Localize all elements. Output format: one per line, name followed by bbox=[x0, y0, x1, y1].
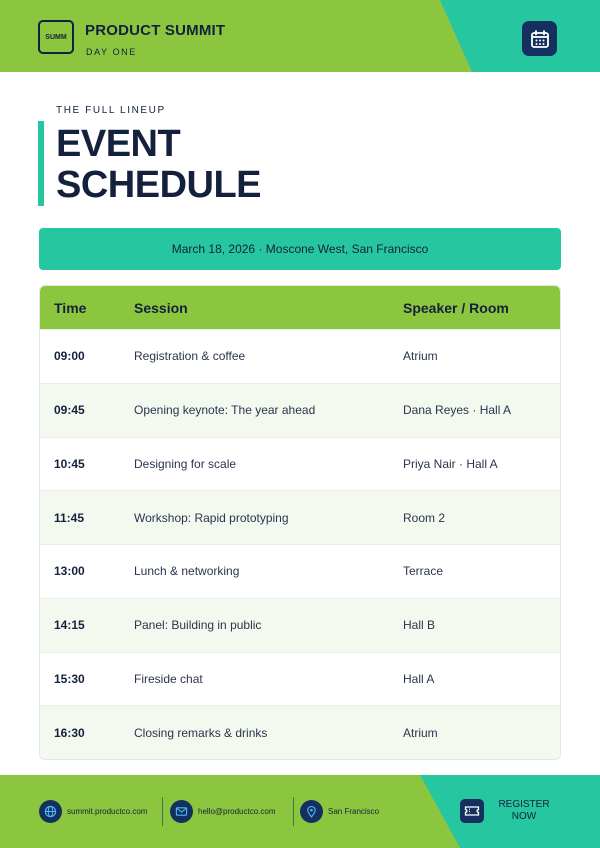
header-time: Time bbox=[54, 299, 87, 316]
location-pin-icon bbox=[300, 800, 323, 823]
header-speaker: Speaker / Room bbox=[403, 299, 509, 316]
register-line2: NOW bbox=[511, 811, 537, 822]
register-now-button[interactable] bbox=[492, 799, 556, 823]
footer-divider bbox=[293, 797, 294, 826]
row-session: Opening keynote: The year ahead bbox=[134, 403, 316, 418]
table-row bbox=[40, 544, 560, 598]
logo bbox=[38, 20, 74, 54]
row-speaker: Dana Reyes · Hall A bbox=[403, 403, 512, 418]
table-row bbox=[40, 705, 560, 759]
schedule-table bbox=[39, 285, 561, 760]
row-session: Lunch & networking bbox=[134, 564, 240, 579]
row-speaker: Atrium bbox=[403, 725, 438, 740]
row-speaker: Atrium bbox=[403, 349, 438, 364]
row-session: Panel: Building in public bbox=[134, 618, 262, 633]
eyebrow-label: THE FULL LINEUP bbox=[56, 105, 166, 116]
table-row bbox=[40, 598, 560, 652]
row-time: 09:45 bbox=[54, 403, 85, 418]
table-row bbox=[40, 329, 560, 383]
table-row bbox=[40, 437, 560, 491]
page-title-line2: SCHEDULE bbox=[56, 164, 262, 206]
calendar-button[interactable] bbox=[522, 21, 557, 56]
header-session: Session bbox=[134, 299, 188, 316]
header-band bbox=[0, 0, 600, 72]
row-time: 14:15 bbox=[54, 618, 85, 633]
date-location-banner: March 18, 2026 · Moscone West, San Francisco bbox=[39, 228, 561, 270]
brand-title: PRODUCT SUMMIT bbox=[85, 22, 226, 39]
page-title-line1: EVENT bbox=[56, 123, 181, 165]
row-speaker: Hall B bbox=[403, 618, 436, 633]
register-line1: REGISTER bbox=[498, 799, 550, 810]
footer-website[interactable] bbox=[39, 800, 147, 823]
footer-divider bbox=[162, 797, 163, 826]
row-session: Registration & coffee bbox=[134, 349, 246, 364]
header-accent-shape bbox=[400, 0, 600, 72]
row-session: Workshop: Rapid prototyping bbox=[134, 510, 289, 525]
footer-email[interactable] bbox=[170, 800, 276, 823]
globe-icon bbox=[39, 800, 62, 823]
row-session: Designing for scale bbox=[134, 456, 237, 471]
table-row bbox=[40, 383, 560, 437]
table-header bbox=[40, 286, 560, 329]
table-row bbox=[40, 490, 560, 544]
table-row bbox=[40, 652, 560, 706]
row-time: 13:00 bbox=[54, 564, 85, 579]
row-speaker: Terrace bbox=[403, 564, 444, 579]
mail-icon bbox=[170, 800, 193, 823]
row-time: 16:30 bbox=[54, 725, 85, 740]
row-time: 11:45 bbox=[54, 510, 85, 525]
title-accent-bar bbox=[38, 121, 44, 206]
row-speaker: Priya Nair · Hall A bbox=[403, 456, 498, 471]
footer-email-text: hello@productco.com bbox=[198, 807, 276, 816]
logo-text: SUMM bbox=[45, 33, 67, 41]
row-time: 15:30 bbox=[54, 671, 85, 686]
row-speaker: Hall A bbox=[403, 671, 435, 686]
footer-location-text: San Francisco bbox=[328, 807, 380, 816]
row-session: Closing remarks & drinks bbox=[134, 725, 268, 740]
calendar-icon bbox=[530, 29, 550, 49]
footer-location bbox=[300, 800, 379, 823]
footer-website-text: summit.productco.com bbox=[67, 807, 148, 816]
row-time: 10:45 bbox=[54, 456, 85, 471]
brand-subtitle: DAY ONE bbox=[86, 47, 137, 57]
ticket-icon[interactable] bbox=[460, 799, 484, 823]
row-session: Fireside chat bbox=[134, 671, 203, 686]
page-title bbox=[56, 124, 261, 206]
row-speaker: Room 2 bbox=[403, 510, 446, 525]
row-time: 09:00 bbox=[54, 349, 85, 364]
